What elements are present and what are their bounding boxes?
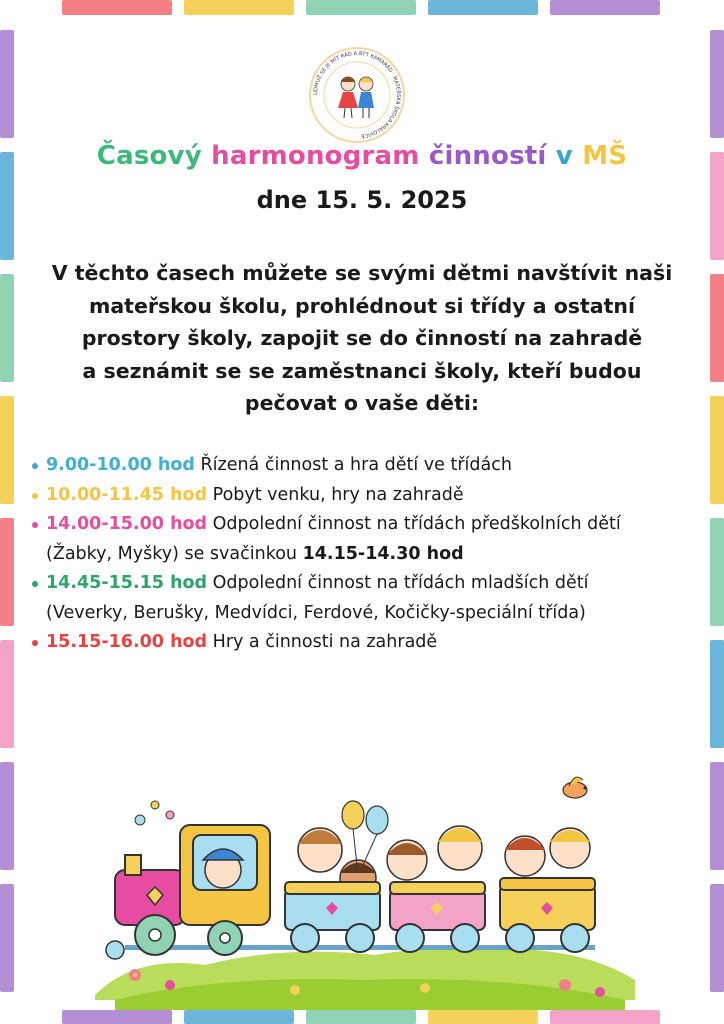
frame-bar bbox=[62, 0, 172, 15]
frame-bar bbox=[184, 0, 294, 15]
page-title bbox=[0, 141, 724, 171]
snack-time: 14.15-14.30 hod bbox=[302, 543, 464, 564]
frame-bar bbox=[306, 0, 416, 15]
frame-bar bbox=[550, 0, 660, 15]
intro-line: a seznámit se se zaměstnanci školy, kteří budou bbox=[82, 358, 642, 383]
schedule-time: 9.00-10.00 hod bbox=[46, 455, 195, 475]
title-word: MŠ bbox=[582, 141, 628, 171]
intro-line: mateřskou školu, prohlédnout si třídy a ostatní bbox=[88, 293, 636, 318]
title-word: činností bbox=[428, 141, 547, 171]
wagon-icon bbox=[387, 826, 485, 952]
title-word: harmonogram bbox=[211, 141, 420, 171]
frame-bar bbox=[62, 1010, 172, 1024]
schedule-item bbox=[28, 481, 708, 511]
balloon-icon bbox=[342, 801, 388, 865]
schedule-time: 10.00-11.45 hod bbox=[46, 484, 208, 505]
frame-bar bbox=[710, 640, 724, 748]
frame-bar bbox=[710, 274, 724, 382]
frame-bar bbox=[0, 518, 14, 626]
bullet-icon bbox=[32, 640, 38, 646]
schedule-time: 15.15-16.00 hod bbox=[46, 632, 208, 652]
frame-bar bbox=[0, 30, 14, 138]
schedule-text-continued: (Veverky, Berušky, Medvídci, Ferdové, Kočičky-speciální třída) bbox=[46, 602, 586, 623]
schedule-text: Odpolední činnost na třídách předškolních dětí bbox=[212, 514, 621, 534]
frame-bar bbox=[550, 1010, 660, 1024]
flower-icon bbox=[135, 801, 174, 825]
school-logo bbox=[308, 46, 406, 144]
schedule-time: 14.00-15.00 hod bbox=[46, 514, 208, 534]
frame-bar bbox=[710, 884, 724, 992]
locomotive-icon bbox=[106, 825, 270, 959]
frame-bar bbox=[0, 884, 14, 992]
frame-bar bbox=[710, 518, 724, 626]
schedule-text-continued: (Žabky, Myšky) se svačinkou bbox=[46, 543, 297, 564]
wagon-icon bbox=[500, 828, 595, 952]
title-word: Časový bbox=[96, 141, 202, 171]
schedule-text: Řízená činnost a hra dětí ve třídách bbox=[200, 455, 512, 475]
schedule-text: Hry a činnosti na zahradě bbox=[212, 632, 438, 652]
event-date: dne 15. 5. 2025 bbox=[256, 186, 468, 214]
schedule-item bbox=[28, 451, 708, 481]
wagon-icon bbox=[285, 828, 380, 952]
schedule-text: Odpolední činnost na třídách mladších dětí bbox=[212, 573, 589, 593]
bird-icon bbox=[563, 777, 587, 798]
title-word: v bbox=[555, 141, 573, 171]
logo-ring-text: UDMUŽ SE JE MÍT RÁD A BÝT KAMARÁD · MATEŘSKÁ ŠKOLA KRALOVICE bbox=[312, 50, 402, 139]
schedule-item bbox=[28, 510, 708, 569]
schedule-item bbox=[28, 628, 708, 658]
bullet-icon bbox=[32, 581, 38, 587]
intro-paragraph bbox=[42, 257, 682, 420]
schedule-time: 14.45-15.15 hod bbox=[46, 573, 208, 593]
bullet-icon bbox=[32, 493, 38, 499]
frame-bar bbox=[710, 30, 724, 138]
frame-bar bbox=[0, 274, 14, 382]
bullet-icon bbox=[32, 463, 38, 469]
frame-bar bbox=[710, 396, 724, 504]
frame-bar bbox=[0, 762, 14, 870]
frame-bar bbox=[0, 396, 14, 504]
frame-bar bbox=[184, 1010, 294, 1024]
frame-bar bbox=[306, 1010, 416, 1024]
frame-bar bbox=[0, 640, 14, 748]
bullet-icon bbox=[32, 522, 38, 528]
schedule-item bbox=[28, 569, 708, 628]
intro-line: pečovat o vaše děti: bbox=[244, 391, 480, 415]
kids-train-illustration bbox=[95, 760, 635, 1010]
frame-bar bbox=[428, 0, 538, 15]
schedule-text: Pobyt venku, hry na zahradě bbox=[212, 484, 464, 505]
frame-bar bbox=[428, 1010, 538, 1024]
intro-line: V těchto časech můžete se svými dětmi navštívit naši bbox=[51, 261, 673, 285]
intro-line: prostory školy, zapojit se do činností na zahradě bbox=[81, 326, 643, 350]
frame-bar bbox=[710, 762, 724, 870]
schedule-list bbox=[28, 451, 708, 658]
